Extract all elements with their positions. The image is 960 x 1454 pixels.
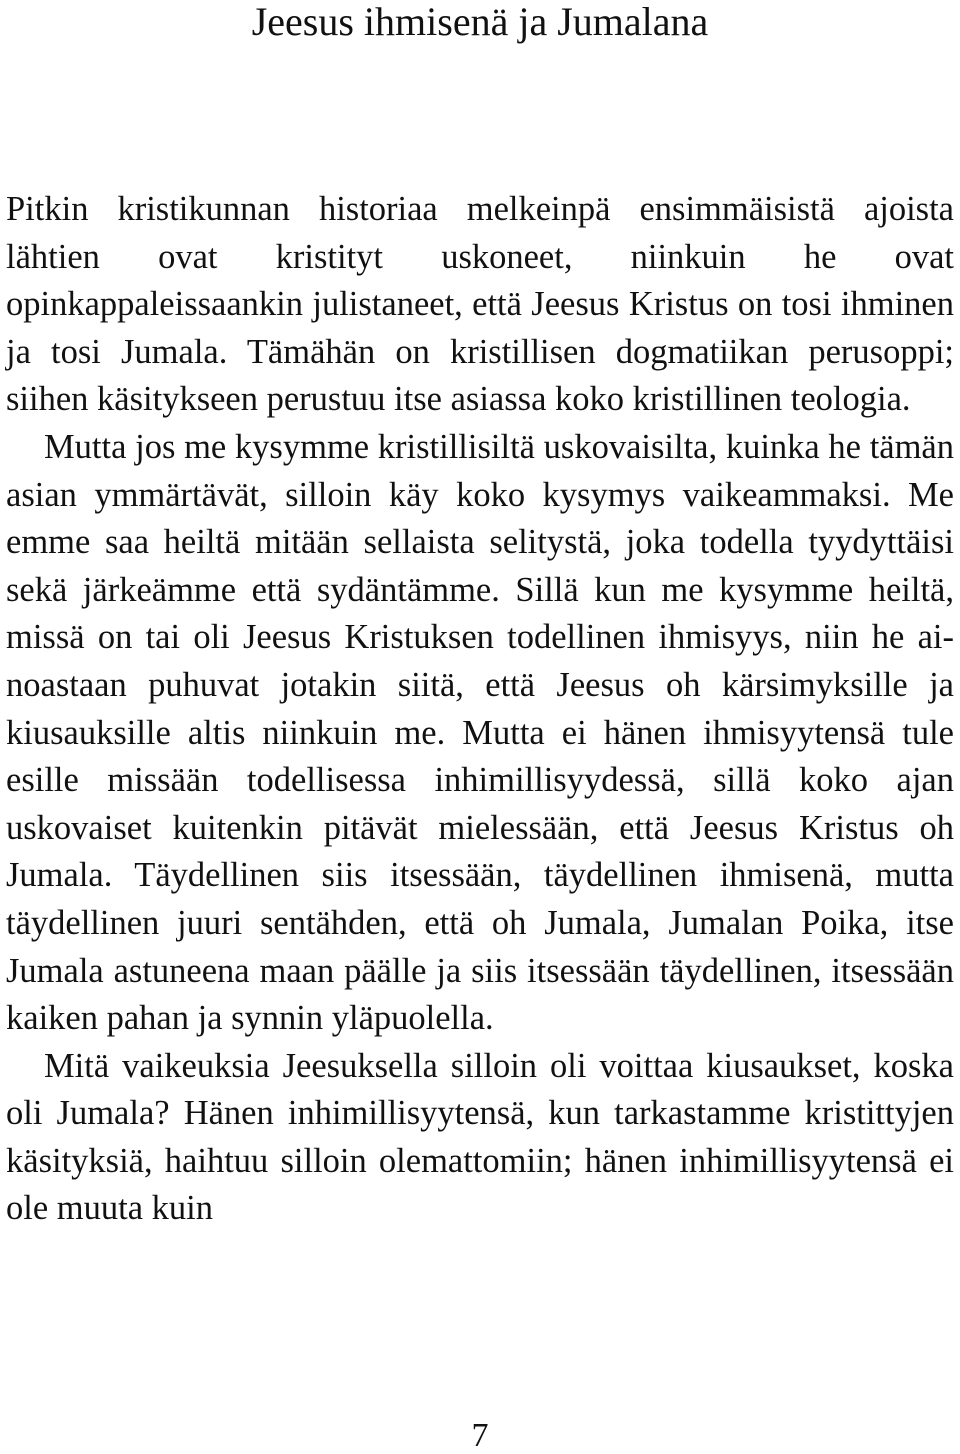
page-title: Jeesus ihmisenä ja Jumalana xyxy=(251,0,709,44)
paragraph-3: Mitä vaikeuksia Jeesuksella silloin oli voittaa kiusaukset, koska oli Jumala? Hänen inhimillisyytensä, kun tarkastamme kristittyjen käsityksiä, haihtuu silloin olemattomiin; hänen inhimillisyytensä ei ole muuta kuin xyxy=(6,1046,954,1228)
paragraph-2: Mutta jos me kysymme kristillisiltä uskovaisilta, kuinka he tämän asian ymmärtävät, silloin käy koko kysymys vaikeammaksi. Me emme saa heiltä mitään sellaista selitystä, joka todella tyydyttäisi sekä järkeämme että sydäntämme. Sillä kun me kysymme heiltä, missä on tai oli Jeesus Kristuksen todellinen ihmisyys, niin he ainoastaan puhuvat jotakin siitä, että Jeesus oh kärsimyksille ja kiusauksille altis niinkuin me. Mutta ei hänen ihmisyytensä tule esille missään todellisessa inhimillisyydessä, sillä koko ajan uskovaiset kuitenkin pitävät mielessään, että Jeesus Kristus oh Jumala. Täydellinen siis itsessään, täydellinen ihmisenä, mutta täydellinen juuri sentähden, että oh Jumala, Jumalan Poika, itse Jumala astuneena maan päälle ja siis itsessään täydellinen, itsessään kaiken pahan ja synnin yläpuolella. xyxy=(6,427,954,1038)
paragraph-1: Pitkin kristikunnan historiaa melkeinpä ensimmäisistä ajoista lähtien ovat kristityt uskoneet, niinkuin he ovat opinkappaleissaankin julistaneet, että Jeesus Kristus on tosi ihminen ja tosi Jumala. Tämähän on kristillisen dogmatiikan perusoppi; siihen käsitykseen perustuu itse asiassa koko kristillinen teologia. xyxy=(6,190,954,419)
body-text xyxy=(6,186,954,1233)
page-number: 7 xyxy=(471,1417,489,1454)
